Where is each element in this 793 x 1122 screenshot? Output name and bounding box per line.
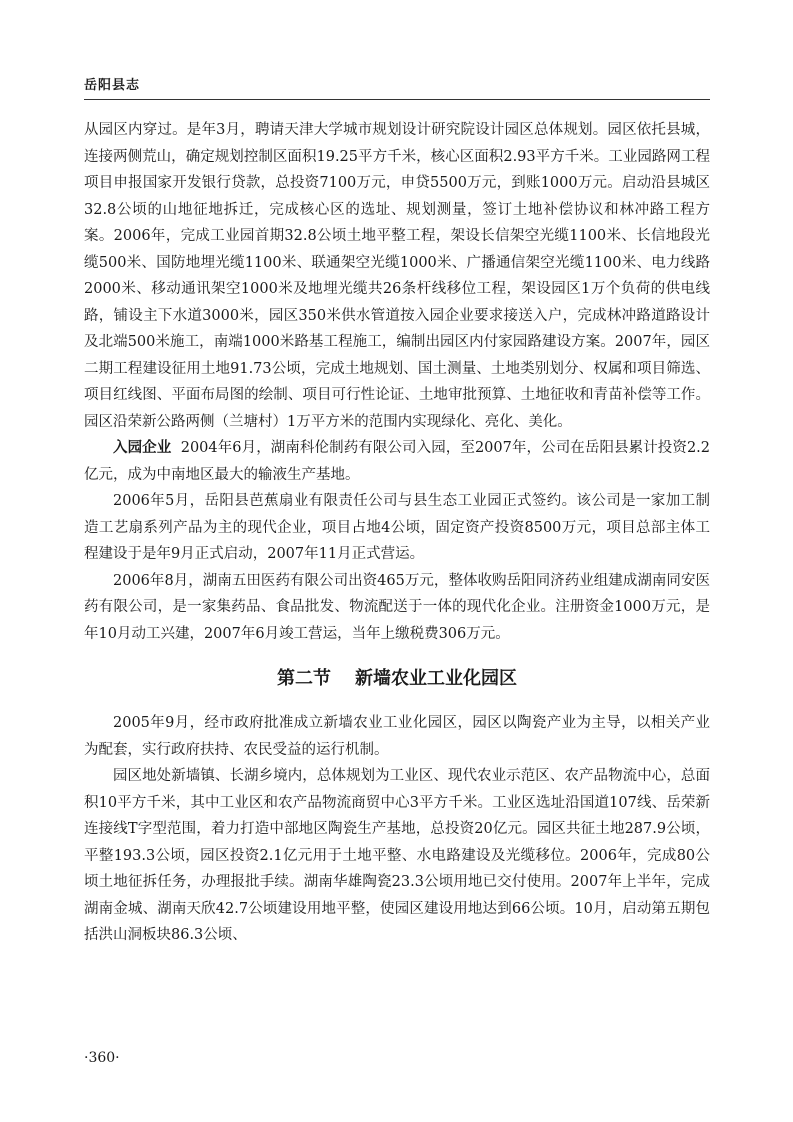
section-title: 新墙农业工业化园区: [355, 668, 517, 689]
paragraph-industrial-park-construction: 从园区内穿过。是年3月，聘请天津大学城市规划设计研究院设计园区总体规划。园区依托县城，连接两侧荒山，确定规划控制区面积19.25平方千米，核心区面积2.93平方千米。工业园路网工程项目申报国家开发银行贷款，总投资7100万元，申贷5500万元，到账1000万元。启动沿县城区32.8公顷的山地征地拆迁，完成核心区的选址、规划测量，签订土地补偿协议和林冲路工程方案。2006年，完成工业园首期32.8公顷土地平整工程，架设长信架空光缆1100米、长信地段光缆500米、国防地埋光缆1100米、联通架空光缆1000米、广播通信架空光缆1100米、电力线路2000米、移动通讯架空1000米及地埋光缆共26条杆线移位工程，架设园区1万个负荷的供电线路，铺设主下水道3000米，园区350米供水管道按入园企业要求接送入户，完成林冲路道路设计及北端500米施工，南端1000米路基工程施工，编制出园区内付家园路建设方案。2007年，园区二期工程建设征用土地91.73公顷，完成土地规划、国土测量、土地类别划分、权属和项目筛选、项目红线图、平面布局图的绘制、项目可行性论证、土地审批预算、土地征收和青苗补偿等工作。园区沿荣新公路两侧（兰塘村）1万平方米的范围内实现绿化、亮化、美化。: [84, 122, 710, 430]
paragraph-enterprises-kelun: [84, 435, 710, 488]
paragraph-enterprises-tongan: 2006年8月，湖南五田医药有限公司出资465万元，整体收购岳阳同济药业组建成湖南同安医药有限公司，是一家集药品、食品批发、物流配送于一体的现代化企业。注册资金1000万元，是年10月动工兴建，2007年6月竣工营运，当年上缴税费306万元。: [84, 572, 710, 642]
running-header-title: 岳阳县志: [84, 78, 141, 93]
header-rule: [84, 99, 710, 100]
paragraph-xinqiang-planning: 园区地处新墙镇、长湖乡境内，总体规划为工业区、现代农业示范区、农产品物流中心，总面积10平方千米，其中工业区和农产品物流商贸中心3平方千米。工业区选址沿国道107线、岳荣新连接线T字型范围，着力打造中部地区陶瓷生产基地，总投资20亿元。园区共征土地287.9公顷，平整193.3公顷，园区投资2.1亿元用于土地平整、水电路建设及光缆移位。2006年，完成80公顷土地征拆任务，办理报批手续。湖南华雄陶瓷23.3公顷用地已交付使用。2007年上半年，完成湖南金城、湖南天欣42.7公顷建设用地平整，使园区建设用地达到66公顷。10月，启动第五期包括洪山洞板块86.3公顷、: [84, 768, 710, 943]
run-in-heading-enterprises: 入园企业: [113, 440, 172, 456]
section-heading: [84, 665, 710, 693]
paragraph-enterprises-kelun-text: 2004年6月，湖南科伦制药有限公司入园，至2007年，公司在岳阳县累计投资2.2亿元，成为中南地区最大的输液生产基地。: [84, 440, 711, 483]
page-number: ·360·: [84, 1050, 120, 1066]
paragraph-xinqiang-establishment: 2005年9月，经市政府批准成立新墙农业工业化园区，园区以陶瓷产业为主导，以相关产业为配套，实行政府扶持、农民受益的运行机制。: [84, 715, 710, 758]
page-body: [84, 117, 710, 949]
section-number: 第二节: [277, 668, 331, 689]
paragraph-enterprises-bajiao: 2006年5月，岳阳县芭蕉扇业有限责任公司与县生态工业园正式签约。该公司是一家加工制造工艺扇系列产品为主的现代企业，项目占地4公顷，固定资产投资8500万元，项目总部主体工程建设于是年9月正式启动，2007年11月正式营运。: [84, 493, 710, 562]
